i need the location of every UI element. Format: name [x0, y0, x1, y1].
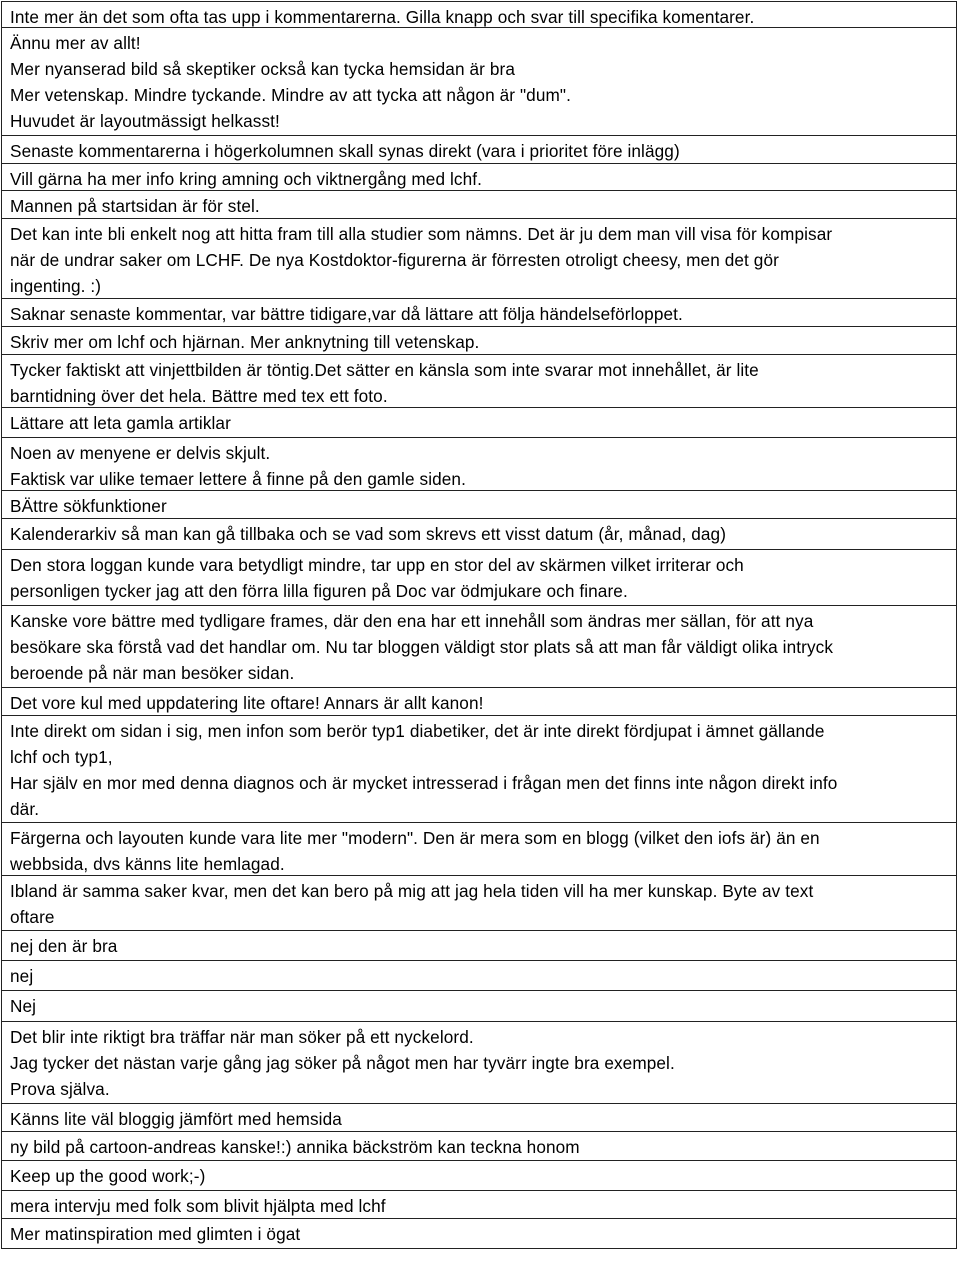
- comment-line: Senaste kommentarerna i högerkolumnen skall synas direkt (vara i prioritet före inlägg): [10, 141, 680, 161]
- comment-line: Mer vetenskap. Mindre tyckande. Mindre av att tycka att någon är "dum".: [10, 85, 571, 105]
- comment-line: Inte mer än det som ofta tas upp i kommentarerna. Gilla knapp och svar till specifika komentarer.: [10, 7, 755, 27]
- comment-line: Vill gärna ha mer info kring amning och viktnergång med lchf.: [10, 169, 482, 189]
- comment-line: lchf och typ1,: [10, 747, 113, 767]
- comment-cell: [2, 688, 956, 716]
- comment-cell: [2, 327, 956, 355]
- comment-line: BÄttre sökfunktioner: [10, 496, 167, 516]
- comment-line: barntidning över det hela. Bättre med tex ett foto.: [10, 386, 388, 406]
- comment-line: när de undrar saker om LCHF. De nya Kostdoktor-figurerna är förresten otroligt cheesy, men det gör: [10, 250, 779, 270]
- comment-line: besökare ska förstå vad det handlar om. Nu tar bloggen väldigt stor plats så att man får väldigt olika intryck: [10, 637, 834, 657]
- comment-cell: [2, 1161, 956, 1191]
- comment-cell: [2, 823, 956, 876]
- comment-line: Lättare att leta gamla artiklar: [10, 413, 231, 433]
- comment-line: personligen tycker jag att den förra lilla figuren på Doc var ödmjukare och finare.: [10, 581, 628, 601]
- comment-line: Den stora loggan kunde vara betydligt mindre, tar upp en stor del av skärmen vilket irriterar och: [10, 555, 744, 575]
- comment-line: Keep up the good work;-): [10, 1166, 206, 1186]
- comment-cell: [2, 136, 956, 164]
- comment-cell: [2, 491, 956, 519]
- comment-line: Det vore kul med uppdatering lite oftare! Annars är allt kanon!: [10, 693, 484, 713]
- comment-line: Det blir inte riktigt bra träffar när man söker på ett nyckelord.: [10, 1027, 474, 1047]
- comment-cell: [2, 519, 956, 550]
- comment-cell: [2, 191, 956, 219]
- comment-line: Känns lite väl bloggig jämfört med hemsida: [10, 1109, 342, 1129]
- comment-cell: [2, 1219, 956, 1249]
- comment-line: Mer matinspiration med glimten i ögat: [10, 1224, 301, 1244]
- comment-line: ny bild på cartoon-andreas kanske!:) annika bäckström kan teckna honom: [10, 1137, 580, 1157]
- comment-line: ingenting. :): [10, 276, 102, 296]
- comment-line: Inte direkt om sidan i sig, men infon som berör typ1 diabetiker, det är inte direkt fördjupat i ämnet gällande: [10, 721, 825, 741]
- comment-cell: [2, 355, 956, 408]
- comment-cell: [2, 28, 956, 136]
- comment-line: oftare: [10, 907, 55, 927]
- comment-cell: [2, 408, 956, 438]
- comment-line: Kanske vore bättre med tydligare frames, där den ena har ett innehåll som ändras mer sällan, för att nya: [10, 611, 814, 631]
- comment-line: Skriv mer om lchf och hjärnan. Mer anknytning till vetenskap.: [10, 332, 480, 352]
- comment-cell: [2, 876, 956, 931]
- comment-cell: [2, 991, 956, 1022]
- comment-line: Det kan inte bli enkelt nog att hitta fram till alla studier som nämns. Det är ju dem man vill visa för kompisar: [10, 224, 833, 244]
- comment-line: Noen av menyene er delvis skjult.: [10, 443, 271, 463]
- comment-cell: [2, 1104, 956, 1132]
- comment-line: Prova själva.: [10, 1079, 110, 1099]
- comment-cell: [2, 1132, 956, 1161]
- comment-line: Faktisk var ulike temaer lettere å finne på den gamle siden.: [10, 469, 466, 489]
- comment-cell: [2, 438, 956, 491]
- comment-line: Ännu mer av allt!: [10, 33, 141, 53]
- comment-line: Kalenderarkiv så man kan gå tillbaka och se vad som skrevs ett visst datum (år, månad, dag): [10, 524, 727, 544]
- comment-line: Färgerna och layouten kunde vara lite mer "modern". Den är mera som en blogg (vilket den iofs är) än en: [10, 828, 820, 848]
- comment-cell: [2, 164, 956, 191]
- comment-cell: [2, 219, 956, 299]
- comments-table: [1, 1, 957, 1249]
- comment-line: mera intervju med folk som blivit hjälpta med lchf: [10, 1196, 386, 1216]
- comment-line: där.: [10, 799, 40, 819]
- comment-line: Mannen på startsidan är för stel.: [10, 196, 260, 216]
- comment-line: Mer nyanserad bild så skeptiker också kan tycka hemsidan är bra: [10, 59, 515, 79]
- comment-line: webbsida, dvs känns lite hemlagad.: [10, 854, 285, 874]
- comment-line: nej: [10, 966, 34, 986]
- comment-cell: [2, 2, 956, 28]
- comment-line: Jag tycker det nästan varje gång jag söker på något men har tyvärr ingte bra exempel.: [10, 1053, 675, 1073]
- comment-cell: [2, 1022, 956, 1104]
- comment-cell: [2, 961, 956, 991]
- comment-line: nej den är bra: [10, 936, 118, 956]
- comment-cell: [2, 550, 956, 606]
- comment-line: Nej: [10, 996, 37, 1016]
- comment-cell: [2, 606, 956, 688]
- comment-line: Huvudet är layoutmässigt helkasst!: [10, 111, 280, 131]
- comment-line: Tycker faktiskt att vinjettbilden är töntig.Det sätter en känsla som inte svarar mot innehållet, är lite: [10, 360, 759, 380]
- comment-cell: [2, 931, 956, 961]
- comment-cell: [2, 1191, 956, 1219]
- comment-cell: [2, 716, 956, 823]
- comment-line: Saknar senaste kommentar, var bättre tidigare,var då lättare att följa händelseförloppet.: [10, 304, 683, 324]
- comment-line: Har själv en mor med denna diagnos och är mycket intresserad i frågan men det finns inte någon direkt info: [10, 773, 838, 793]
- comment-cell: [2, 299, 956, 327]
- comment-line: beroende på när man besöker sidan.: [10, 663, 295, 683]
- comment-line: Ibland är samma saker kvar, men det kan bero på mig att jag hela tiden vill ha mer kunskap. Byte av text: [10, 881, 814, 901]
